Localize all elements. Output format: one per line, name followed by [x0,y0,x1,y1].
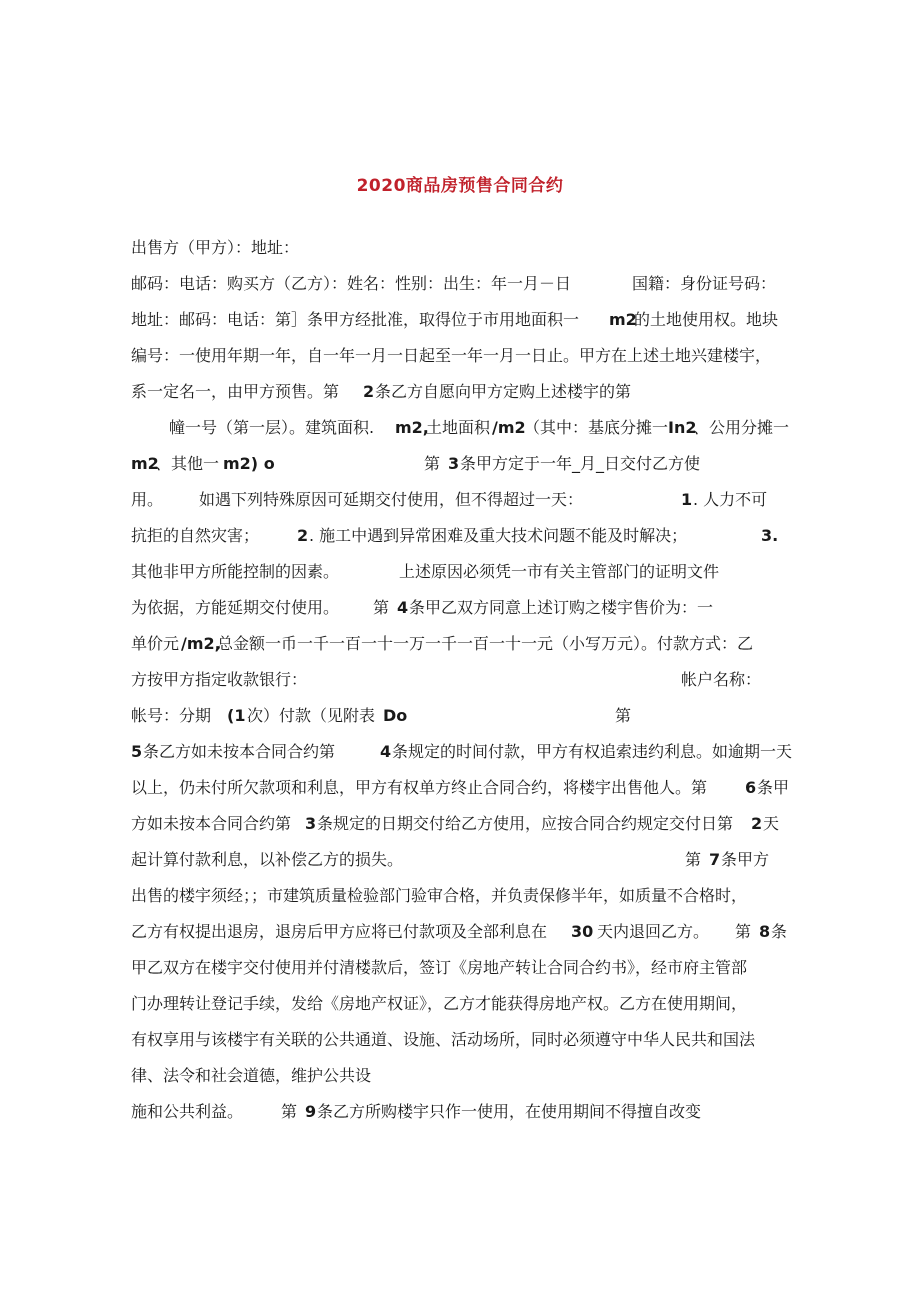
text-run: 方按甲方指定收款银行： [131,670,308,689]
text-run: /m2, [181,634,221,653]
body-line [131,272,801,296]
text-run: 2 [751,814,763,833]
text-run: 幢一号（第一层）。建筑面积. [169,418,375,437]
body-line [131,884,801,908]
text-run: 方如未按本合同合约第 [131,814,292,833]
text-run: 7 [709,850,721,869]
text-run: /m2 [492,418,526,437]
body-line [131,992,801,1016]
document-title: 2020商品房预售合同合约 [356,176,564,196]
text-run: （其中：基底分摊一 [524,418,669,437]
text-run: 条甲方 [721,850,770,869]
text-run: 出售方（甲方）：地址： [131,238,300,257]
text-run: 乙方有权提出退房，退房后甲方应将已付款项及全部利息在 [131,922,548,941]
text-run: 单价元 [131,634,180,653]
text-run: m2 [609,310,637,329]
text-run: m2) o [223,454,275,473]
body-line [131,920,801,944]
body-line [131,956,801,980]
body-line [131,488,801,512]
text-run: 第 [685,850,702,869]
body-line [131,668,801,692]
body-line [131,560,801,584]
text-run: 帐号：分期 [131,706,212,725]
text-run: 以上，仍未付所欠款项和利息，甲方有权单方终止合同合约，将楼宇出售他人。第 [131,778,708,797]
body-line [131,776,801,800]
text-run: 施和公共利益。 [131,1102,244,1121]
text-run: 3. [761,526,779,545]
text-run: 条乙方所购楼宇只作一使用，在使用期间不得擅自改变 [317,1102,702,1121]
body-line [131,1100,801,1124]
text-run: 、公用分摊一 [693,418,790,437]
text-run: 9 [305,1102,317,1121]
text-run: 的土地使用权。地块 [634,310,779,329]
text-run: 第 [373,598,390,617]
text-run: 总金额一币一千一百一十一万一千一百一十一元（小写万元）。付款方式：乙 [217,634,754,653]
text-run: 2 [297,526,309,545]
text-run: 国籍：身份证号码： [632,274,777,293]
body-line [131,632,801,656]
text-run: In2 [668,418,697,437]
body-line [131,308,801,332]
text-run: 出售的楼宇须经；；市建筑质量检验部门验审合格，并负责保修半年，如质量不合格时， [131,886,748,905]
text-run: 天 [763,814,780,833]
text-run: 条乙方如未按本合同合约第 [143,742,336,761]
text-run: m2 [131,454,159,473]
text-run: 帐户名称： [681,670,762,689]
text-run: 第 [735,922,752,941]
body-line [131,380,801,404]
text-run: 起计算付款利息，以补偿乙方的损失。 [131,850,404,869]
text-run: . 施工中遇到异常困难及重大技术问题不能及时解决； [309,526,688,545]
body-line [131,596,801,620]
text-run: 条乙方自愿向甲方定购上述楼宇的第 [375,382,632,401]
text-run: 次）付款（见附表 [247,706,376,725]
text-run: 4 [380,742,392,761]
text-run: 邮码：电话：购买方（乙方）：姓名：性别：出生：年一月－日 [131,274,572,293]
text-run: 3 [305,814,317,833]
text-run: 甲乙双方在楼宇交付使用并付清楼款后，签订《房地产转让合同合约书》，经市府主管部 [131,958,748,977]
body-line [131,812,801,836]
body-line [131,416,801,440]
body-line [131,452,801,476]
text-run: 土地面积 [426,418,491,437]
text-run: 4 [397,598,409,617]
text-run: 条甲方定于一年_月_日交付乙方使 [460,454,701,473]
text-run: 其他非甲方所能控制的因素。 [131,562,340,581]
body-line [131,236,801,260]
body-line [131,344,801,368]
text-run: 为依据，方能延期交付使用。 [131,598,340,617]
text-run: 门办理转让登记手续，发给《房地产权证》，乙方才能获得房地产权。乙方在使用期间， [131,994,748,1013]
text-run: 第 [281,1102,298,1121]
text-run: 天内退回乙方。 [597,922,710,941]
body-line [131,740,801,764]
text-run: 条甲乙双方同意上述订购之楼宇售价为：一 [409,598,714,617]
text-run: 5 [131,742,143,761]
text-run: 条规定的日期交付给乙方使用，应按合同合约规定交付日第 [317,814,734,833]
text-run: m2, [395,418,429,437]
text-run: 有权享用与该楼宇有关联的公共通道、设施、活动场所，同时必须遵守中华人民共和国法 [131,1030,756,1049]
text-run: 、其他一 [155,454,220,473]
text-run: 抗拒的自然灾害； [131,526,260,545]
text-run: 编号：一使用年期一年，自一年一月一日起至一年一月一日止。甲方在上述土地兴建楼宇， [131,346,772,365]
text-run: . 人力不可 [693,490,768,509]
text-run: 2 [363,382,375,401]
text-run: 6 [745,778,757,797]
body-line [131,848,801,872]
text-run: Do [383,706,408,725]
text-run: 3 [448,454,460,473]
text-run: 第 [615,706,632,725]
text-run: 30 [571,922,594,941]
body-line [131,704,801,728]
text-run: 如遇下列特殊原因可延期交付使用，但不得超过一天： [199,490,584,509]
text-run: 条甲 [757,778,790,797]
text-run: 1 [681,490,693,509]
body-line [131,524,801,548]
text-run: 用。 [131,490,164,509]
text-run: 条 [771,922,788,941]
text-run: 8 [759,922,771,941]
text-run: 上述原因必须凭一市有关主管部门的证明文件 [399,562,720,581]
text-run: 系一定名一，由甲方预售。第 [131,382,340,401]
body-line [131,1064,801,1088]
text-run: 第 [424,454,441,473]
text-run: 律、法令和社会道德，维护公共设 [131,1066,372,1085]
text-run: 条规定的时间付款，甲方有权追索违约利息。如逾期一天 [392,742,793,761]
text-run: 地址：邮码：电话：第］条甲方经批准，取得位于市用地面积一 [131,310,580,329]
text-run: (1 [227,706,246,725]
body-line [131,1028,801,1052]
